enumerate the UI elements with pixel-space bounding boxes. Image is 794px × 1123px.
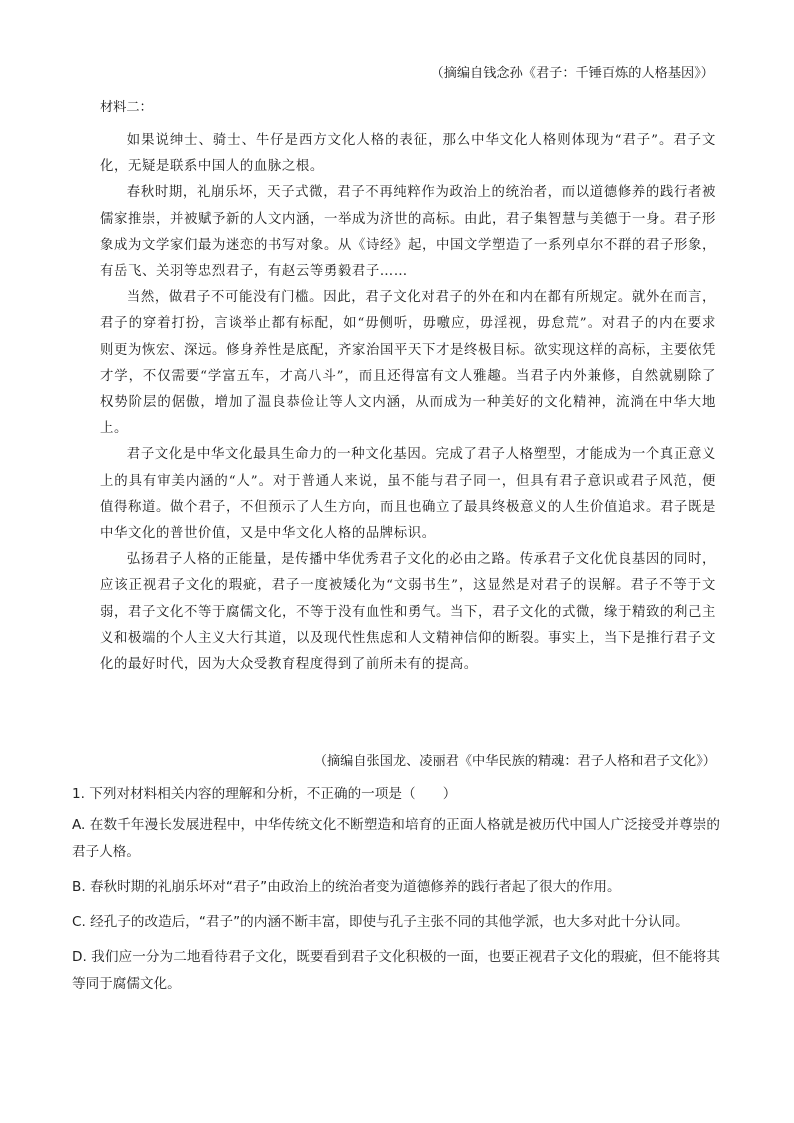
source-citation-bottom: （摘编自张国龙、凌丽君《中华民族的精魂：君子人格和君子文化》） xyxy=(313,754,716,769)
paragraph: 如果说绅士、骑士、牛仔是西方文化人格的表征，那么中华文化人格则体现为“君子”。君子文化，无疑是联系中国人的血脉之根。 xyxy=(100,133,716,175)
article-body xyxy=(100,128,716,678)
source-citation-top: （摘编自钱念孙《君子：千锤百炼的人格基因》） xyxy=(430,66,714,81)
option-a: A. 在数千年漫长发展进程中，中华传统文化不断塑造和培育的正面人格就是被历代中国人广泛接受并尊崇的君子人格。 xyxy=(72,817,720,860)
paragraph: 君子文化是中华文化最具生命力的一种文化基因。完成了君子人格塑型，才能成为一个真正意义上的具有审美内涵的“人”。对于普通人来说，虽不能与君子同一，但具有君子意识或君子风范，便值得称道。做个君子，不但预示了人生方向，而且也确立了最具终极意义的人生价值追求。君子既是中华文化的普世价值，又是中华文化人格的品牌标识。 xyxy=(100,447,716,542)
paragraph: 弘扬君子人格的正能量，是传播中华优秀君子文化的必由之路。传承君子文化优良基因的同时，应该正视君子文化的瑕疵，君子一度被矮化为“文弱书生”，这显然是对君子的误解。君子不等于文弱，君子文化不等于腐儒文化，不等于没有血性和勇气。当下，君子文化的式微，缘于精致的利己主义和极端的个人主义大行其道，以及现代性焦虑和人文精神信仰的断裂。事实上，当下是推行君子文化的最好时代，因为大众受教育程度得到了前所未有的提高。 xyxy=(100,552,716,673)
question-block xyxy=(72,784,720,1006)
paragraph: 当然，做君子不可能没有门槛。因此，君子文化对君子的外在和内在都有所规定。就外在而言，君子的穿着打扮，言谈举止都有标配，如“毋侧听，毋噭应，毋淫视，毋怠荒”。对君子的内在要求则更为恢宏、深远。修身养性是底配，齐家治国平天下才是终极目标。欲实现这样的高标，主要依凭才学，不仅需要“学富五车，才高八斗”，而且还得富有文人雅趣。当君子内外兼修，自然就剔除了权势阶层的倨傲，增加了温良恭俭让等人文内涵，从而成为一种美好的文化精神，流淌在中华大地上。 xyxy=(100,290,716,437)
question-stem: 1. 下列对材料相关内容的理解和分析，不正确的一项是（ ） xyxy=(72,786,457,802)
paragraph: 春秋时期，礼崩乐坏，天子式微，君子不再纯粹作为政治上的统治者，而以道德修养的践行者被儒家推崇，并被赋予新的人文内涵，一举成为济世的高标。由此，君子集智慧与美德于一身。君子形象成为文学家们最为迷恋的书写对象。从《诗经》起，中国文学塑造了一系列卓尔不群的君子形象，有岳飞、关羽等忠烈君子，有赵云等勇毅君子…… xyxy=(100,185,716,280)
material-heading: 材料二： xyxy=(100,100,153,115)
option-d: D. 我们应一分为二地看待君子文化，既要看到君子文化积极的一面，也要正视君子文化的瑕疵，但不能将其等同于腐儒文化。 xyxy=(72,949,720,992)
option-b: B. 春秋时期的礼崩乐坏对“君子”由政治上的统治者变为道德修养的践行者起了很大的作用。 xyxy=(72,879,621,895)
option-c: C. 经孔子的改造后，“君子”的内涵不断丰富，即使与孔子主张不同的其他学派，也大多对此十分认同。 xyxy=(72,914,689,930)
